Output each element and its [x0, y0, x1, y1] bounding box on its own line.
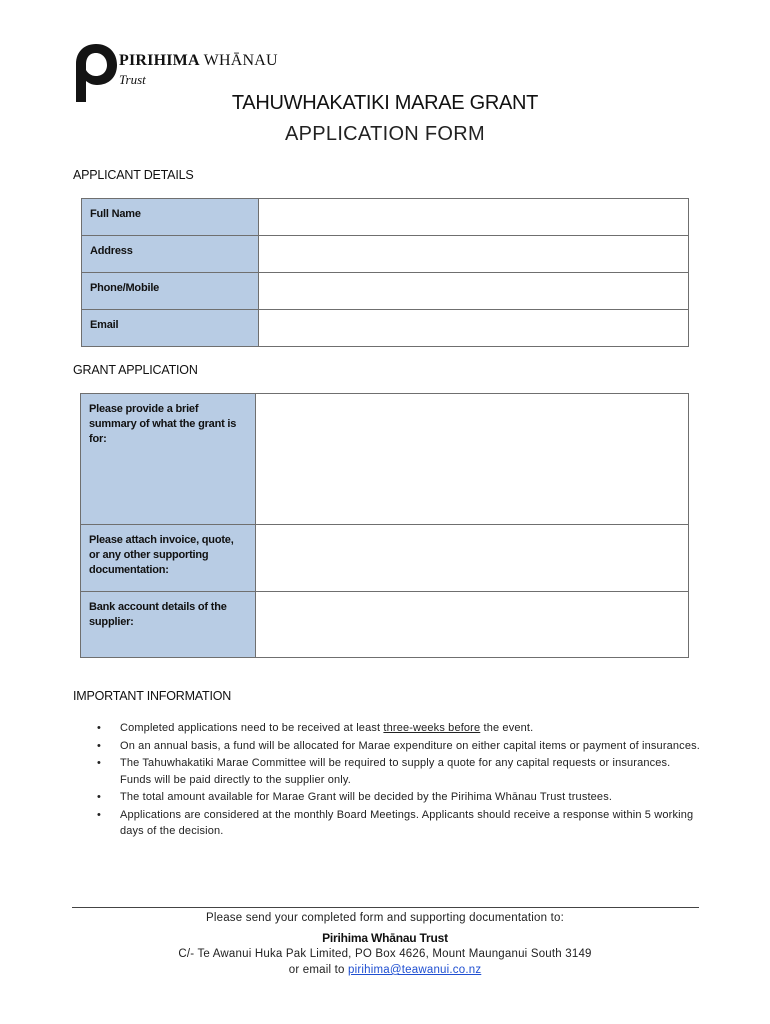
- item-text: The Tahuwhakatiki Marae Committee will be required to supply a quote for any capital requests or insurances. Funds will be paid directly to the supplier only.: [120, 757, 671, 786]
- full-name-field[interactable]: [259, 199, 689, 236]
- important-information-heading: IMPORTANT INFORMATION: [73, 689, 232, 703]
- field-label: Full Name: [82, 199, 259, 236]
- table-row: [81, 525, 689, 592]
- logo-name-regular: WHĀNAU: [203, 52, 278, 69]
- grant-application-table: [80, 393, 689, 658]
- table-row: [81, 592, 689, 658]
- table-row: [82, 310, 689, 347]
- bank-account-field[interactable]: [256, 592, 689, 658]
- field-label: Please provide a brief summary of what the grant is for:: [81, 394, 256, 525]
- address-field[interactable]: [259, 236, 689, 273]
- list-item: [92, 720, 702, 737]
- bullet-icon: •: [97, 722, 102, 734]
- applicant-details-table: [81, 198, 689, 347]
- footer-email-line: [0, 964, 770, 976]
- applicant-details-heading: APPLICANT DETAILS: [73, 168, 194, 182]
- list-item: [92, 755, 702, 788]
- important-information-list: [92, 720, 702, 841]
- email-field[interactable]: [259, 310, 689, 347]
- list-item: [92, 738, 702, 755]
- grant-summary-field[interactable]: [256, 394, 689, 525]
- phone-mobile-field[interactable]: [259, 273, 689, 310]
- bullet-icon: •: [97, 791, 102, 803]
- bullet-icon: •: [97, 808, 102, 821]
- item-text-tail: the event.: [480, 722, 534, 734]
- list-item: [92, 807, 702, 840]
- logo-subtitle: Trust: [119, 72, 146, 87]
- bullet-icon: •: [97, 757, 102, 769]
- table-row: [82, 236, 689, 273]
- supporting-documents-field[interactable]: [256, 525, 689, 592]
- item-text: The total amount available for Marae Grant will be decided by the Pirihima Whānau Trust trustees.: [120, 791, 613, 803]
- item-text: Completed applications need to be received at least: [120, 722, 384, 734]
- table-row: [82, 273, 689, 310]
- field-label: Phone/Mobile: [82, 273, 259, 310]
- field-label: Please attach invoice, quote, or any other supporting documentation:: [81, 525, 256, 592]
- logo-name-bold: PIRIHIMA: [119, 52, 200, 69]
- logo-wordmark: [119, 52, 278, 70]
- bullet-icon: •: [97, 739, 102, 752]
- footer-organisation: Pirihima Whānau Trust: [322, 931, 448, 945]
- item-text: Applications are considered at the monthly Board Meetings. Applicants should receive a response within 5 working days of the decision.: [120, 808, 694, 837]
- footer-instruction: Please send your completed form and supporting documentation to:: [205, 912, 564, 924]
- grant-application-heading: GRANT APPLICATION: [73, 363, 198, 377]
- table-row: [81, 394, 689, 525]
- list-item: [92, 789, 702, 806]
- field-label: Email: [82, 310, 259, 347]
- item-text: On an annual basis, a fund will be allocated for Marae expenditure on either capital items or payment of insurances.: [120, 739, 700, 752]
- footer-divider: [72, 907, 699, 908]
- footer-email-prefix: or email to: [288, 964, 349, 976]
- field-label: Address: [82, 236, 259, 273]
- field-label: Bank account details of the supplier:: [81, 592, 256, 658]
- form-title: TAHUWHAKATIKI MARAE GRANT: [231, 92, 539, 114]
- table-row: [82, 199, 689, 236]
- footer-address: C/- Te Awanui Huka Pak Limited, PO Box 4626, Mount Maunganui South 3149: [178, 948, 592, 960]
- email-link[interactable]: pirihima@teawanui.co.nz: [348, 964, 482, 976]
- item-underlined-text: three-weeks before: [383, 722, 481, 734]
- form-subtitle: APPLICATION FORM: [284, 123, 485, 145]
